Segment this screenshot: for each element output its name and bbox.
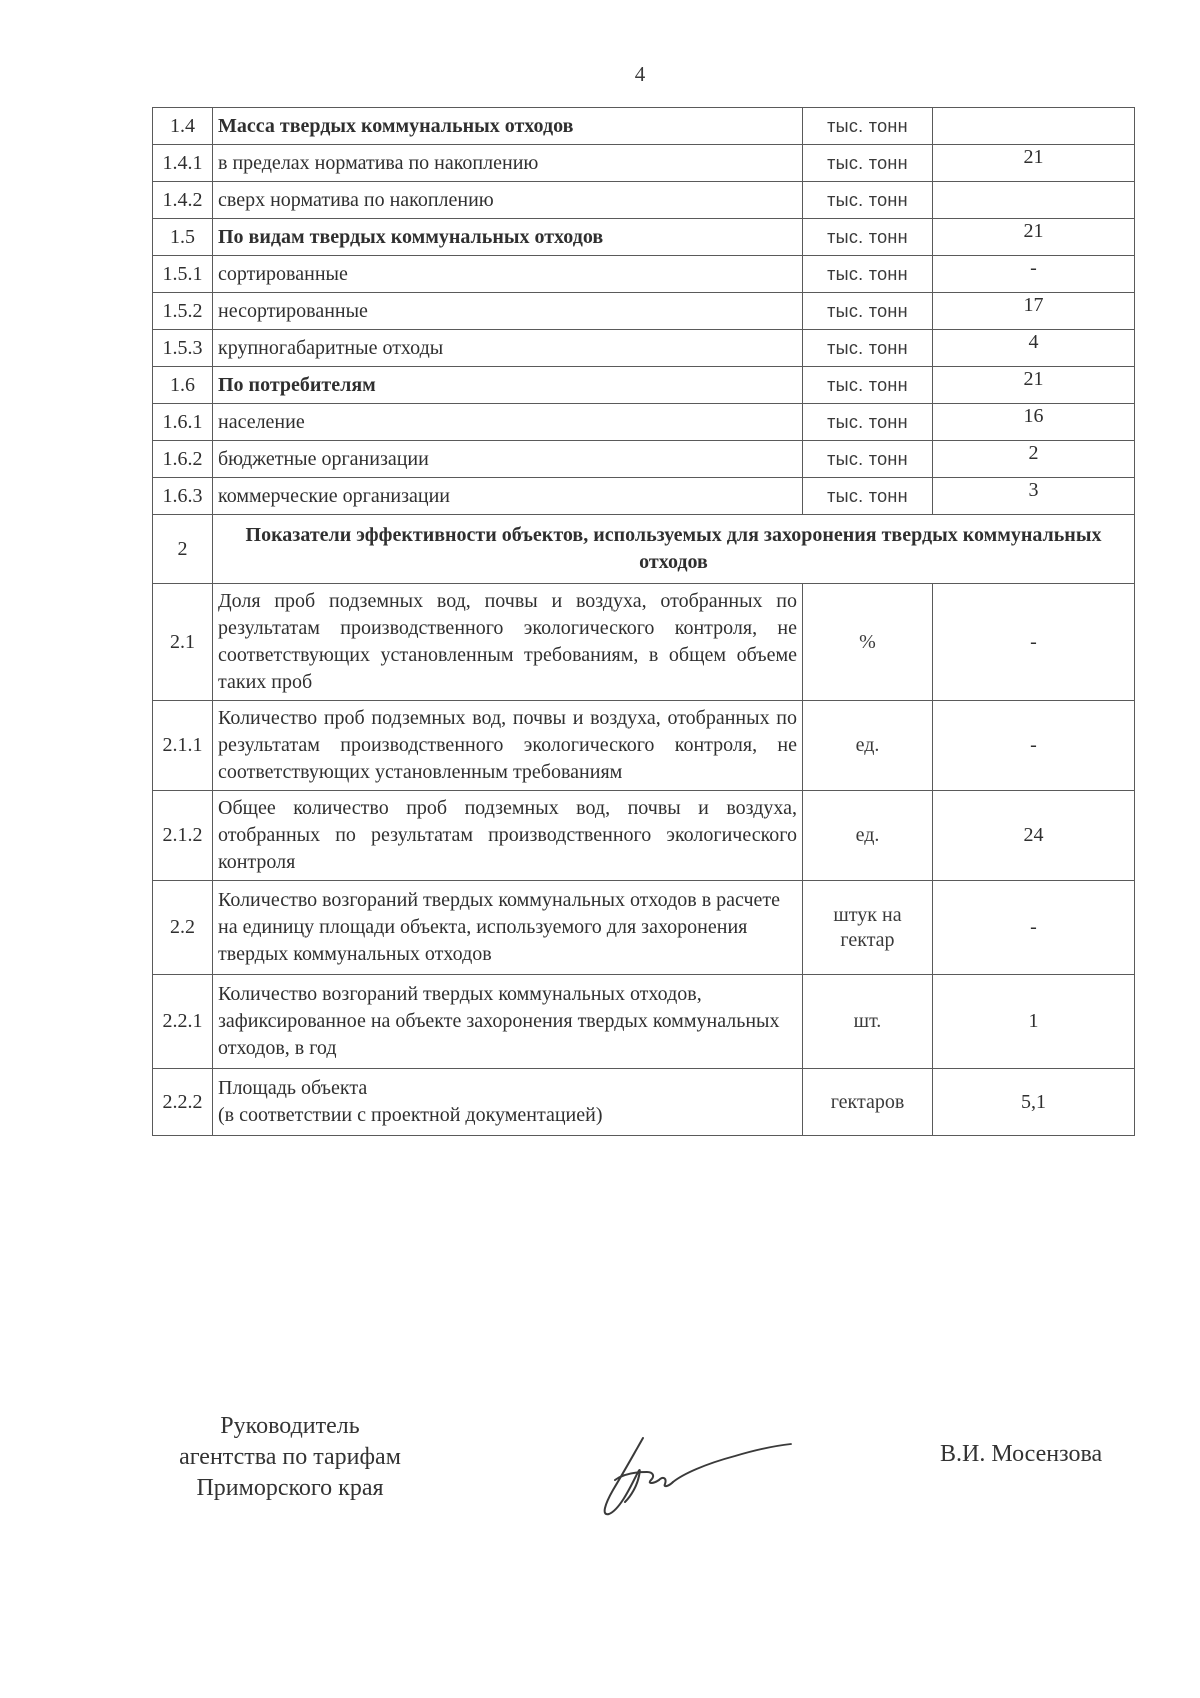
table-row	[153, 1069, 1135, 1136]
row-value	[933, 108, 1135, 145]
row-unit: гектаров	[803, 1069, 933, 1136]
signatory-name: В.И. Мосензова	[940, 1441, 1103, 1467]
row-number: 1.5.1	[153, 256, 213, 293]
row-unit: тыс. тонн	[803, 108, 933, 145]
table-row	[153, 701, 1135, 791]
row-number: 1.4	[153, 108, 213, 145]
row-number: 1.5	[153, 219, 213, 256]
row-number: 2.2	[153, 881, 213, 975]
table-row	[153, 145, 1135, 182]
table-row	[153, 441, 1135, 478]
row-value: -	[933, 256, 1135, 293]
row-number: 2.2.2	[153, 1069, 213, 1136]
row-unit: %	[803, 584, 933, 701]
row-number: 2.1.2	[153, 791, 213, 881]
row-value: 16	[933, 404, 1135, 441]
row-unit: тыс. тонн	[803, 404, 933, 441]
row-unit: тыс. тонн	[803, 256, 933, 293]
row-number: 2.1	[153, 584, 213, 701]
row-unit: тыс. тонн	[803, 182, 933, 219]
table-row	[153, 404, 1135, 441]
row-unit: ед.	[803, 701, 933, 791]
row-value: 21	[933, 145, 1135, 182]
table-row	[153, 478, 1135, 515]
row-name: Доля проб подземных вод, почвы и воздуха, отобранных по результатам производственного экологического контроля, не соответствующих установленным требованиям, в общем объеме таких проб	[213, 584, 803, 701]
row-name: Количество возгораний твердых коммунальных отходов в расчете на единицу площади объекта, используемого для захоронения твердых коммунальных отходов	[213, 881, 803, 975]
row-value: 17	[933, 293, 1135, 330]
row-name: Масса твердых коммунальных отходов	[213, 108, 803, 145]
row-number: 1.6.1	[153, 404, 213, 441]
row-unit: тыс. тонн	[803, 478, 933, 515]
row-name: Количество проб подземных вод, почвы и воздуха, отобранных по результатам производственного экологического контроля, не соответствующих установленным требованиям	[213, 701, 803, 791]
table-row	[153, 881, 1135, 975]
row-unit: штук на гектар	[803, 881, 933, 975]
row-value: -	[933, 881, 1135, 975]
row-number: 1.5.2	[153, 293, 213, 330]
table-row	[153, 293, 1135, 330]
row-value: 5,1	[933, 1069, 1135, 1136]
row-name: Общее количество проб подземных вод, почвы и воздуха, отобранных по результатам производственного экологического контроля	[213, 791, 803, 881]
row-name: сортированные	[213, 256, 803, 293]
row-name: бюджетные организации	[213, 441, 803, 478]
row-value: 21	[933, 219, 1135, 256]
row-unit: шт.	[803, 975, 933, 1069]
signatory-title-line: Руководитель	[220, 1413, 360, 1439]
row-value: 24	[933, 791, 1135, 881]
row-name: несортированные	[213, 293, 803, 330]
row-name: сверх норматива по накоплению	[213, 182, 803, 219]
row-number: 2.1.1	[153, 701, 213, 791]
table-row	[153, 791, 1135, 881]
section-header-row	[153, 515, 1135, 584]
row-value: 4	[933, 330, 1135, 367]
section-number: 2	[153, 515, 213, 584]
table-row	[153, 975, 1135, 1069]
row-unit: тыс. тонн	[803, 330, 933, 367]
table-row	[153, 219, 1135, 256]
table-row	[153, 182, 1135, 219]
signatory-title-line: агентства по тарифам	[179, 1444, 401, 1470]
row-value: -	[933, 584, 1135, 701]
section-title: Показатели эффективности объектов, используемых для захоронения твердых коммунальных отходов	[213, 515, 1135, 584]
table-row	[153, 367, 1135, 404]
row-name: По потребителям	[213, 367, 803, 404]
page-number: 4	[634, 62, 646, 86]
row-name	[213, 1069, 803, 1136]
indicators-table	[152, 107, 1135, 1136]
row-value: 1	[933, 975, 1135, 1069]
row-name: в пределах норматива по накоплению	[213, 145, 803, 182]
signatory-title	[155, 1411, 425, 1504]
row-value: 21	[933, 367, 1135, 404]
row-unit: тыс. тонн	[803, 441, 933, 478]
handwritten-signature	[595, 1430, 795, 1525]
row-unit: тыс. тонн	[803, 219, 933, 256]
row-name: население	[213, 404, 803, 441]
row-value: 3	[933, 478, 1135, 515]
row-number: 1.6	[153, 367, 213, 404]
row-value	[933, 182, 1135, 219]
row-number: 1.4.1	[153, 145, 213, 182]
row-number: 1.6.3	[153, 478, 213, 515]
table-row	[153, 256, 1135, 293]
table-row	[153, 330, 1135, 367]
row-number: 2.2.1	[153, 975, 213, 1069]
row-name-line: (в соответствии с проектной документацией)	[218, 1104, 603, 1126]
row-number: 1.5.3	[153, 330, 213, 367]
row-unit: ед.	[803, 791, 933, 881]
row-name: По видам твердых коммунальных отходов	[213, 219, 803, 256]
row-number: 1.4.2	[153, 182, 213, 219]
table-row	[153, 584, 1135, 701]
table-row	[153, 108, 1135, 145]
row-value: -	[933, 701, 1135, 791]
row-name: коммерческие организации	[213, 478, 803, 515]
row-name: Количество возгораний твердых коммунальных отходов, зафиксированное на объекте захоронения твердых коммунальных отходов, в год	[213, 975, 803, 1069]
row-unit: тыс. тонн	[803, 367, 933, 404]
row-number: 1.6.2	[153, 441, 213, 478]
row-unit: тыс. тонн	[803, 293, 933, 330]
row-unit: тыс. тонн	[803, 145, 933, 182]
row-name-line: Площадь объекта	[218, 1077, 368, 1099]
row-name: крупногабаритные отходы	[213, 330, 803, 367]
row-value: 2	[933, 441, 1135, 478]
signatory-title-line: Приморского края	[196, 1475, 384, 1501]
